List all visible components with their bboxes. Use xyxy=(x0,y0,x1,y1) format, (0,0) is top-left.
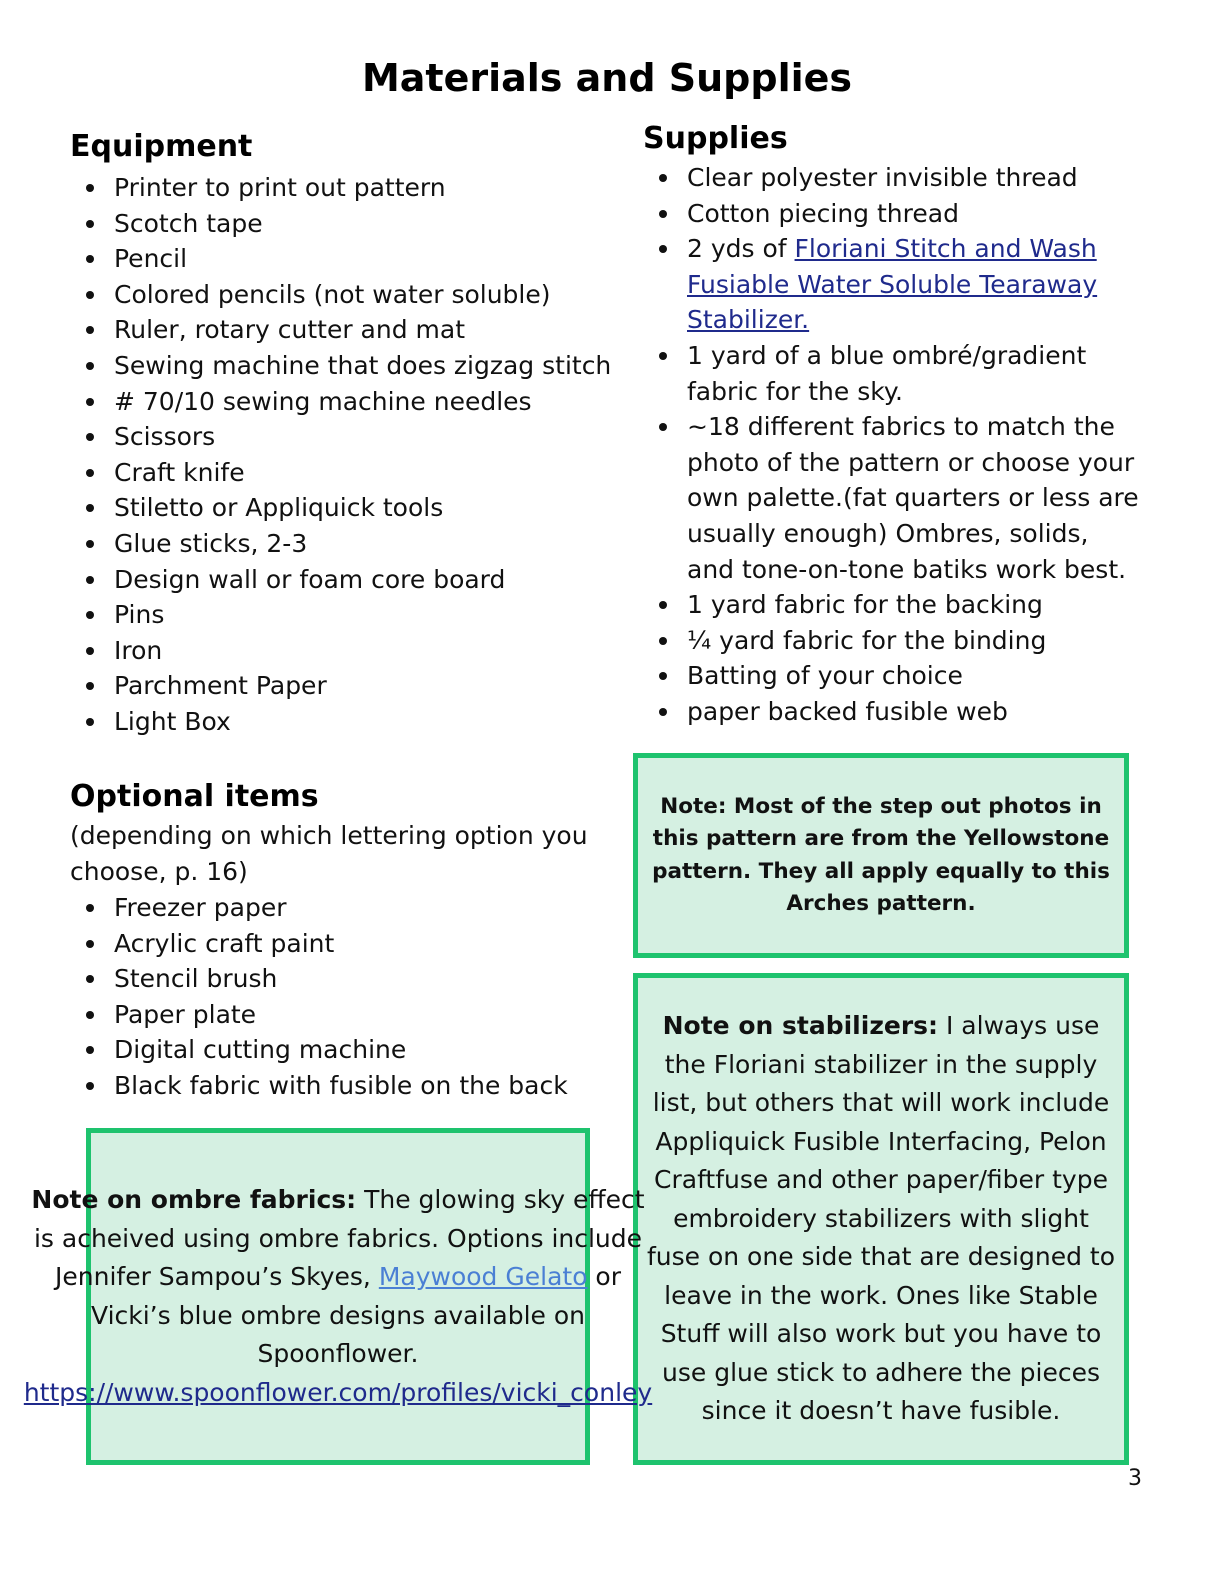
list-item-text: Batting of your choice xyxy=(687,661,963,691)
list-item-text: Black fabric with fusible on the back xyxy=(114,1070,568,1100)
list-item xyxy=(70,348,630,384)
list-item-text: Stiletto or Appliquick tools xyxy=(114,493,444,523)
list-item-text: Cotton piecing thread xyxy=(687,198,959,228)
list-item xyxy=(70,997,610,1033)
list-item xyxy=(643,160,1143,196)
list-item xyxy=(70,633,630,669)
list-item-text: Acrylic craft paint xyxy=(114,928,335,958)
list-item xyxy=(643,338,1143,409)
supplies-list xyxy=(643,160,1143,730)
list-item xyxy=(70,926,610,962)
list-item-text: Paper plate xyxy=(114,999,257,1029)
list-item-text: Stencil brush xyxy=(114,964,278,994)
list-item xyxy=(70,277,630,313)
page-title: Materials and Supplies xyxy=(361,56,853,100)
list-item-text: Clear polyester invisible thread xyxy=(687,163,1078,192)
equipment-heading: Equipment xyxy=(70,129,253,164)
list-item xyxy=(70,384,630,420)
list-item xyxy=(643,623,1143,659)
list-item-text: ~18 different fabrics to match the photo of the pattern or choose your own palette.(fat quarters or less are usually enough) Ombres, solids, and tone-on-tone batiks work best. xyxy=(687,412,1139,584)
list-item-text: Parchment Paper xyxy=(114,671,327,701)
list-item-text: 1 yard fabric for the backing xyxy=(687,590,1043,620)
list-item-text: Freezer paper xyxy=(114,893,287,922)
list-item xyxy=(643,658,1143,694)
list-item-text: 2 yds of xyxy=(687,234,795,264)
list-item-text: Glue sticks, 2-3 xyxy=(114,528,308,558)
list-item-text: Pins xyxy=(114,600,165,630)
list-item-text: Light Box xyxy=(114,706,231,736)
list-item xyxy=(643,196,1143,232)
list-item-text: Digital cutting machine xyxy=(114,1035,407,1065)
list-item xyxy=(70,170,630,206)
list-item-text: Scissors xyxy=(114,422,216,452)
list-item xyxy=(643,231,1143,338)
list-item-text: 1 yard of a blue ombré/gradient fabric for the sky. xyxy=(687,340,1087,406)
note-ombre-label: Note on ombre fabrics: xyxy=(31,1185,357,1214)
list-item-text: Colored pencils (not water soluble) xyxy=(114,279,551,309)
note-stabilizers-text: I always use the Floriani stabilizer in the supply list, but others that will work include Appliquick Fusible Interfacing, Pelon Craftfuse and other paper/fiber type embroidery stabilizers with slight fuse on one side that are designed to leave in the work. Ones like Stable Stuff will also work but you have to use glue stick to adhere the pieces since it doesn’t have fusible. xyxy=(646,1011,1116,1426)
note-photos-box xyxy=(633,753,1129,958)
floriani-stabilizer-link[interactable]: Floriani Stitch and Wash Fusiable Water Soluble Tearaway Stabilizer. xyxy=(687,234,1098,335)
list-item-text: Iron xyxy=(114,635,163,665)
optional-list xyxy=(70,890,610,1104)
list-item-text: Printer to print out pattern xyxy=(114,173,446,202)
list-item xyxy=(643,587,1143,623)
page-number: 3 xyxy=(1128,1466,1142,1491)
list-item xyxy=(70,961,610,997)
list-item-text: Ruler, rotary cutter and mat xyxy=(114,315,466,345)
maywood-gelato-link[interactable]: Maywood Gelato xyxy=(378,1262,588,1291)
list-item-text: paper backed fusible web xyxy=(687,696,1008,726)
list-item xyxy=(70,597,630,633)
note-stabilizers-paragraph xyxy=(646,1007,1116,1431)
list-item-text: Pencil xyxy=(114,244,188,274)
list-item xyxy=(643,694,1143,730)
list-item xyxy=(70,312,630,348)
list-item xyxy=(70,890,610,926)
note-stabilizers-label: Note on stabilizers: xyxy=(662,1011,939,1041)
list-item xyxy=(70,241,630,277)
list-item xyxy=(70,526,630,562)
note-ombre-box xyxy=(23,1128,653,1465)
list-item xyxy=(70,490,630,526)
list-item xyxy=(70,206,630,242)
supplies-heading: Supplies xyxy=(643,121,788,156)
note-photos-text: Note: Most of the step out photos in this pattern are from the Yellowstone pattern. They all apply equally to this Arches pattern. xyxy=(652,793,1110,916)
list-item-text: Sewing machine that does zigzag stitch xyxy=(114,350,612,380)
list-item xyxy=(70,1032,610,1068)
optional-heading: Optional items xyxy=(70,779,319,814)
optional-intro: (depending on which lettering option you choose, p. 16) xyxy=(70,821,588,886)
note-ombre-text-1: The glowing sky effect is acheived using ombre fabrics. Options include Jennifer Sampou’s Skyes, xyxy=(33,1185,645,1291)
list-item xyxy=(70,455,630,491)
list-item xyxy=(70,562,630,598)
equipment-list xyxy=(70,170,630,740)
list-item-text: # 70/10 sewing machine needles xyxy=(114,386,532,416)
list-item xyxy=(70,419,630,455)
spoonflower-profile-link[interactable]: https://www.spoonflower.com/profiles/vicki_conley xyxy=(23,1377,653,1407)
list-item xyxy=(643,409,1143,587)
list-item-text: Craft knife xyxy=(114,457,245,487)
list-item xyxy=(70,1068,610,1104)
list-item-text: ¼ yard fabric for the binding xyxy=(687,625,1047,655)
list-item xyxy=(70,668,630,704)
note-ombre-text-2: or Vicki’s blue ombre designs available on Spoonflower. xyxy=(91,1262,622,1368)
list-item xyxy=(70,704,630,740)
list-item-text: Scotch tape xyxy=(114,208,263,238)
note-ombre-paragraph xyxy=(24,1181,652,1412)
note-stabilizers-box xyxy=(633,973,1129,1465)
list-item-text: Design wall or foam core board xyxy=(114,564,506,594)
